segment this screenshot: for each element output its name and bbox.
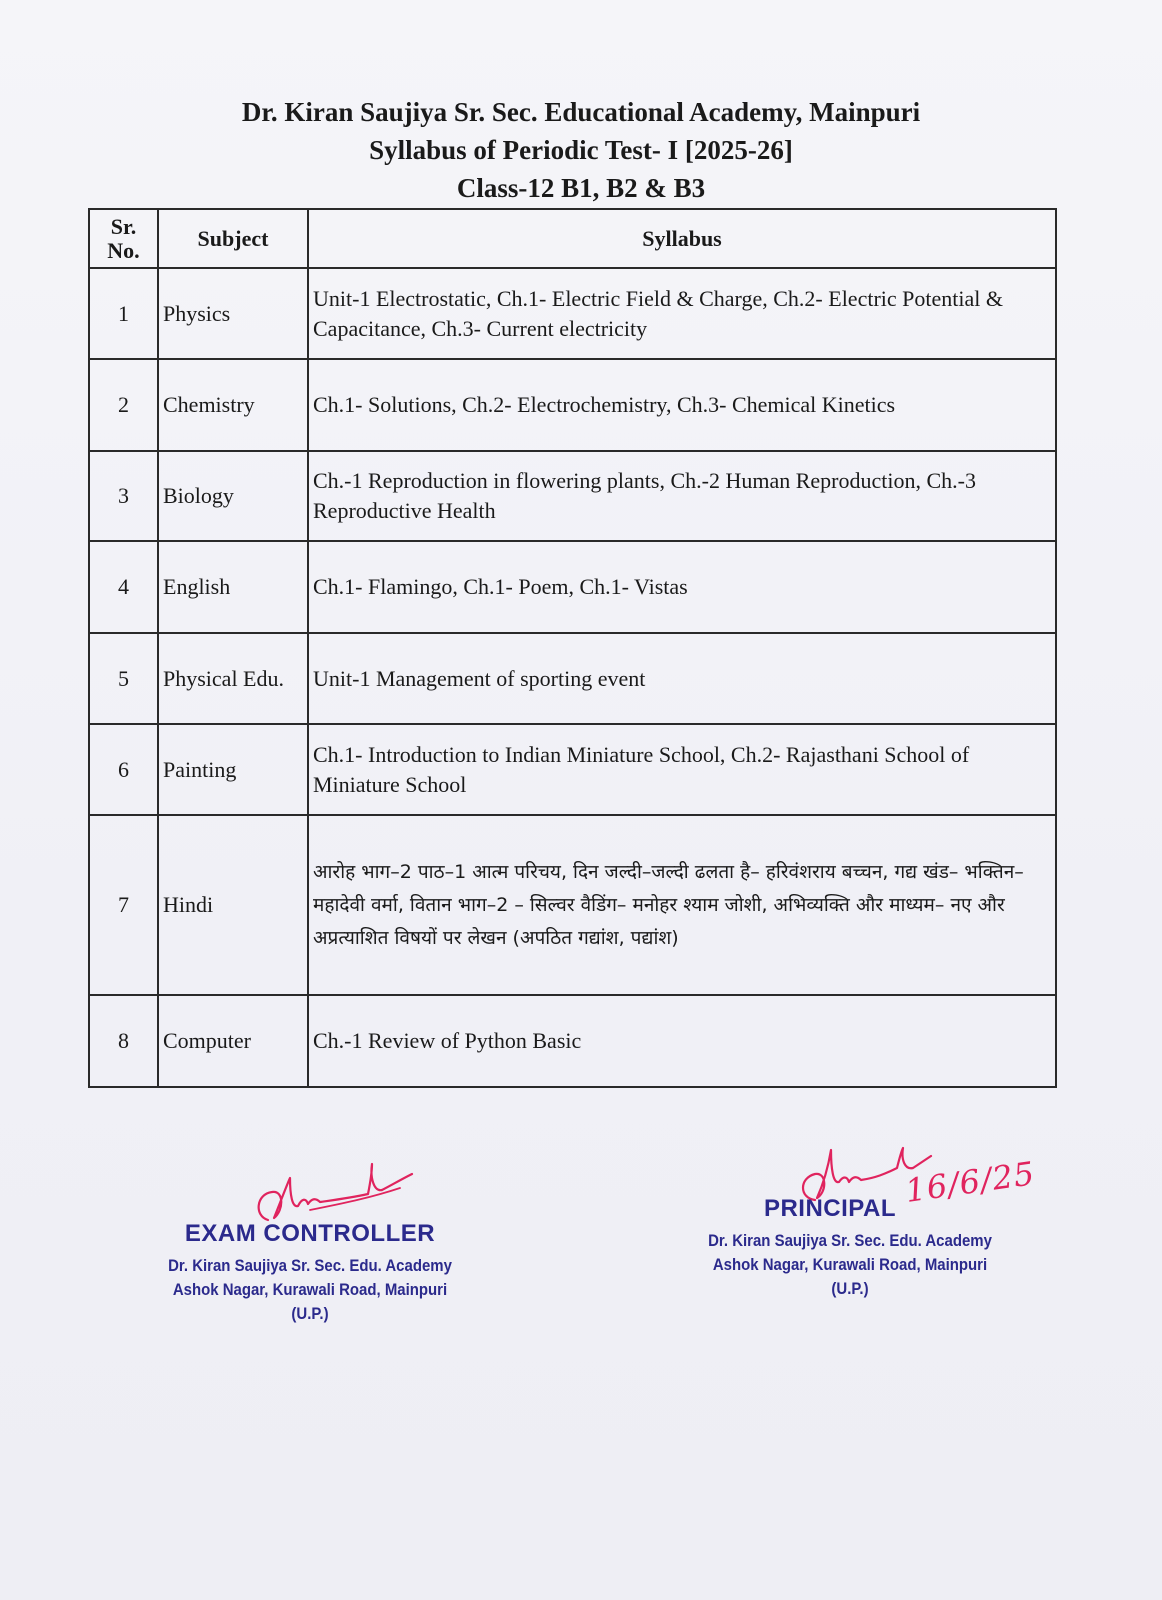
row-syllabus: Ch.-1 Review of Python Basic [308,995,1056,1087]
syllabus-table [88,208,1057,1088]
row-syllabus: आरोह भाग–2 पाठ–1 आत्म परिचय, दिन जल्दी–जल्दी ढलता है– हरिवंशराय बच्चन, गद्य खंड– भक्तिन– महादेवी वर्मा, वितान भाग–2 – सिल्वर वैडिंग– मनोहर श्याम जोशी, अभिव्यक्ति और माध्यम– नए और अप्रत्याशित विषयों पर लेखन (अपठित गद्यांश, पद्यांश) [308,815,1056,995]
row-subject: Physical Edu. [158,633,308,724]
exam-controller-title: EXAM CONTROLLER [184,1220,436,1247]
row-sr-no: 1 [89,268,158,359]
exam-controller-academy: Dr. Kiran Saujiya Sr. Sec. Edu. Academy [168,1256,452,1275]
row-subject: Biology [158,451,308,541]
exam-controller-stamp [140,1145,480,1326]
row-syllabus: Ch.1- Flamingo, Ch.1- Poem, Ch.1- Vistas [308,541,1056,633]
principal-address: Ashok Nagar, Kurawali Road, Mainpuri (U.P.) [712,1255,988,1298]
column-header-subject: Subject [158,209,308,268]
row-sr-no: 3 [89,451,158,541]
row-syllabus: Unit-1 Electrostatic, Ch.1- Electric Field & Charge, Ch.2- Electric Potential & Capacitance, Ch.3- Current electricity [308,268,1056,359]
table-header-row [89,209,1056,268]
principal-signature-date: 16/6/25 [902,1154,1038,1210]
row-subject: Computer [158,995,308,1087]
class-title: Class-12 B1, B2 & B3 [456,173,706,203]
row-syllabus: Unit-1 Management of sporting event [308,633,1056,724]
row-subject: Chemistry [158,359,308,451]
row-sr-no: 7 [89,815,158,995]
row-subject: Physics [158,268,308,359]
column-header-syllabus: Syllabus [308,209,1056,268]
principal-academy: Dr. Kiran Saujiya Sr. Sec. Edu. Academy [708,1231,992,1250]
table-row [89,451,1056,541]
table-row [89,815,1056,995]
exam-controller-address: Ashok Nagar, Kurawali Road, Mainpuri (U.P.) [172,1280,448,1323]
test-title: Syllabus of Periodic Test- I [2025-26] [369,135,793,165]
table-row [89,633,1056,724]
table-row [89,724,1056,815]
row-sr-no: 8 [89,995,158,1087]
row-syllabus: Ch.-1 Reproduction in flowering plants, Ch.-2 Human Reproduction, Ch.-3 Reproductive Health [308,451,1056,541]
row-sr-no: 2 [89,359,158,451]
table-row [89,541,1056,633]
column-header-sr-no: Sr. No. [89,209,158,268]
row-sr-no: 5 [89,633,158,724]
principal-stamp [680,1145,1020,1301]
row-subject: English [158,541,308,633]
school-name: Dr. Kiran Saujiya Sr. Sec. Educational Academy, Mainpuri [241,97,921,127]
row-syllabus: Ch.1- Introduction to Indian Miniature School, Ch.2- Rajasthani School of Miniature School [308,724,1056,815]
row-subject: Hindi [158,815,308,995]
principal-title: PRINCIPAL [763,1195,897,1222]
table-row [89,359,1056,451]
row-syllabus: Ch.1- Solutions, Ch.2- Electrochemistry, Ch.3- Chemical Kinetics [308,359,1056,451]
table-row [89,995,1056,1087]
row-sr-no: 6 [89,724,158,815]
table-row [89,268,1056,359]
row-subject: Painting [158,724,308,815]
row-sr-no: 4 [89,541,158,633]
